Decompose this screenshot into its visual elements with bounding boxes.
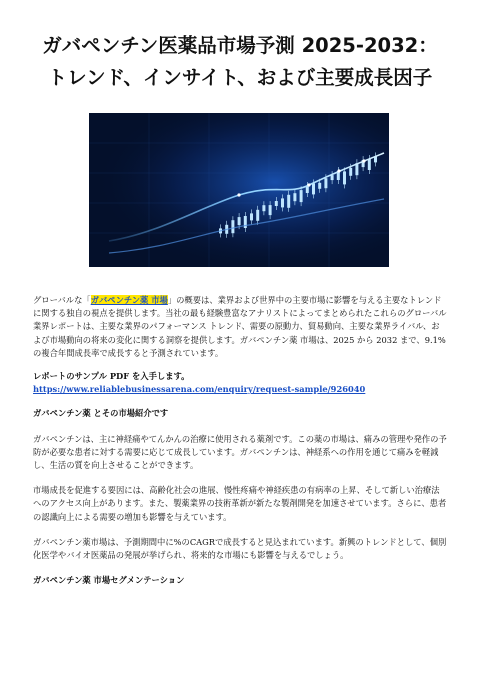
candle-body: [256, 210, 259, 221]
candle-body: [300, 190, 303, 202]
intro-paragraph: グローバルな「ガバペンチン薬 市場」の概要は、業界および世界中の主要市場に影響を与える主要なトレンドに関する独自の視点を提供します。当社の最も経験豊富なアナリストによってまとめられたこれらのグローバル業界レポートは、主要な業界のパフォーマンス トレンド、需要の原動力、貿易動向、主要な業界ライバル、および市場動向の将来の変化に関する洞察を提供します。ガバペンチン薬 市場は、2025 から 2032 まで、9.1% の複合年間成長率で成長すると予測されています。: [33, 295, 447, 358]
section-heading-segmentation: ガバペンチン薬 市場セグメンテーション: [33, 575, 185, 586]
paragraph-cagr: ガバペンチン薬市場は、予測期間中に%のCAGRで成長すると見込まれています。新興のトレンドとして、個別化医学やバイオ医薬品の発展が挙げられ、将来的な市場にも影響を与えるでしょう。: [33, 536, 447, 561]
candle-body: [269, 205, 272, 215]
candle-body: [250, 213, 253, 220]
sample-request: レポートのサンプル PDF を入手します。 https://www.reliablebusinessarena.com/enquiry/request-sample/926040: [33, 371, 366, 395]
candle-body: [368, 159, 371, 170]
candle-body: [324, 178, 327, 188]
document-body: [33, 294, 447, 599]
candle-body: [275, 201, 278, 206]
candle-body: [293, 193, 296, 201]
document-title: ガバペンチン医薬品市場予測 2025-2032：トレンド、インサイト、および主要成長因子: [42, 34, 438, 89]
candle-body: [287, 195, 290, 208]
finance-chart-illustration: [89, 113, 389, 267]
candle-body: [262, 205, 265, 211]
section-heading-intro: ガバペンチン薬 とその市場紹介です: [33, 408, 169, 419]
candle-body: [238, 217, 241, 225]
market-link[interactable]: ガバペンチン薬 市場: [90, 295, 168, 305]
candle-body: [343, 171, 346, 184]
candle-body: [281, 198, 284, 207]
candle-body: [331, 175, 334, 180]
paragraph-overview: ガバペンチンは、主に神経痛やてんかんの治療に使用される薬剤です。この薬の市場は、痛みの管理や発作の予防が必要な患者に対する需要に応じて成長しています。ガバペンチンは、神経系への作用を通じて痛みを軽減し、生活の質を向上させることができます。: [33, 433, 447, 471]
candle-body: [231, 220, 234, 233]
candle-body: [312, 183, 315, 194]
candle-body: [349, 168, 352, 176]
hero-image: [89, 113, 389, 267]
paragraph-growth-drivers: 市場成長を促進する要因には、高齢化社会の進展、慢性疼痛や神経疾患の有病率の上昇、そして新しい治療法へのアクセス向上があります。また、製薬業界の技術革新が新たな製剤開発を加速させています。さらに、患者の認識向上による需要の増加も影響を与えています。: [33, 485, 447, 522]
candle-body: [318, 183, 321, 189]
sample-link[interactable]: https://www.reliablebusinessarena.com/enquiry/request-sample/926040: [33, 384, 366, 395]
